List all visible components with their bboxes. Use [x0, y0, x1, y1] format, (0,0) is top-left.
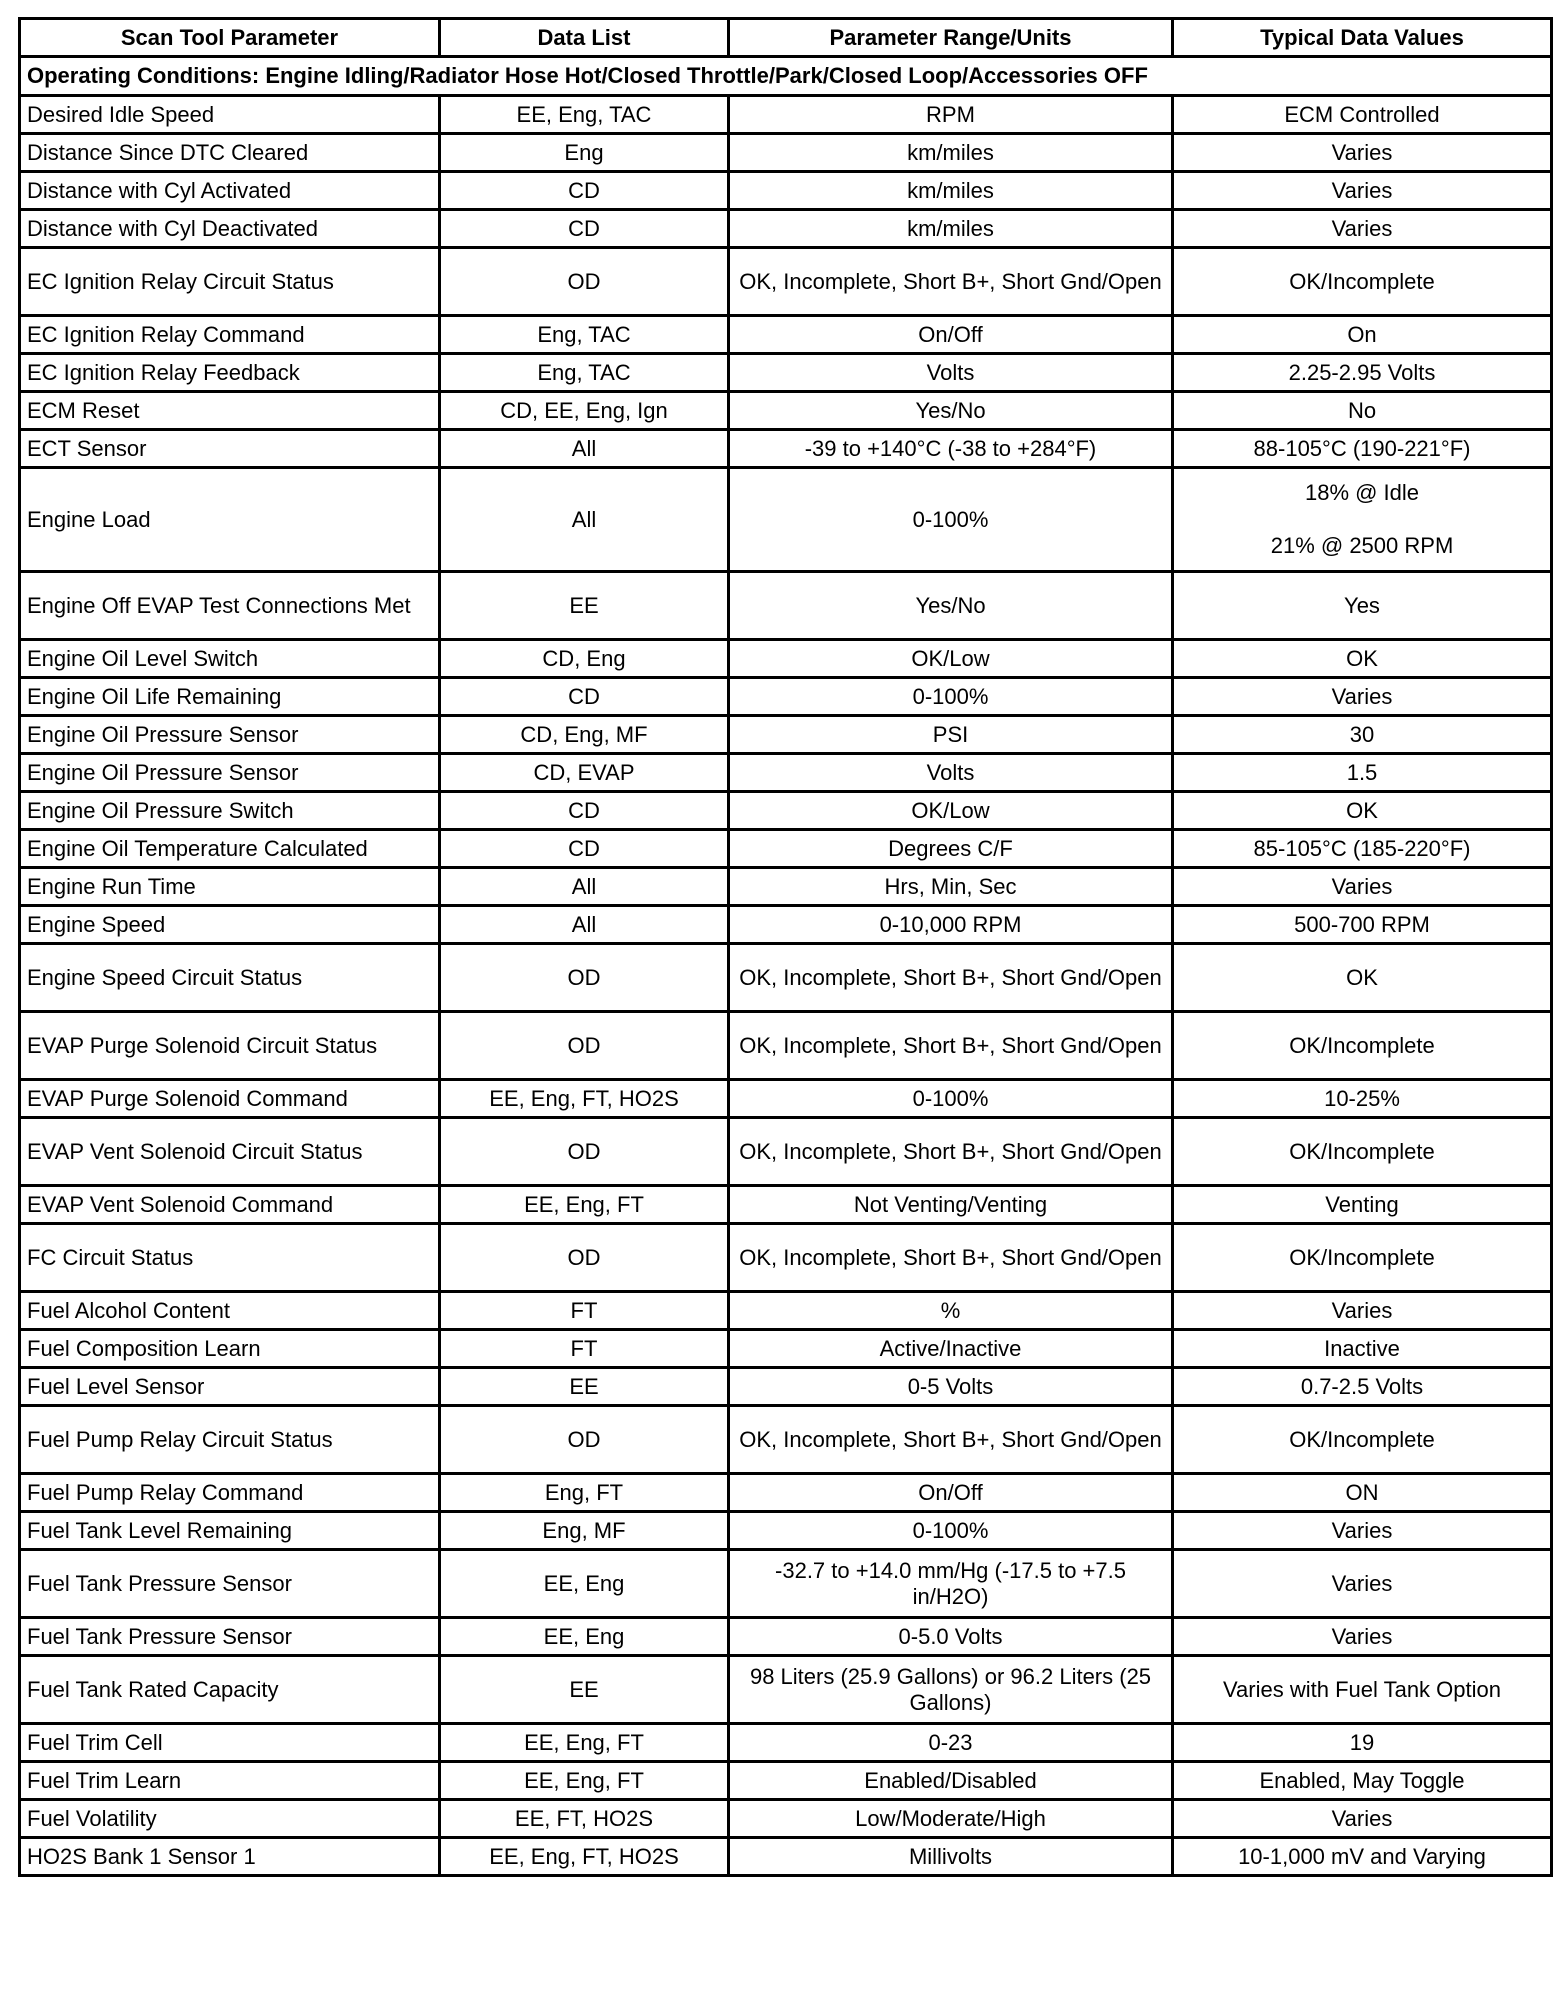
data-list-cell: EE, Eng	[440, 1618, 729, 1656]
data-list-cell: CD	[440, 678, 729, 716]
data-list-cell: EE, Eng, FT	[440, 1762, 729, 1800]
table-row	[20, 640, 1552, 678]
parameter-cell: Distance Since DTC Cleared	[20, 134, 440, 172]
data-list-cell: CD, Eng, MF	[440, 716, 729, 754]
table-row	[20, 572, 1552, 640]
parameter-cell: ECT Sensor	[20, 430, 440, 468]
parameter-cell: Engine Oil Temperature Calculated	[20, 830, 440, 868]
range-cell: 0-5.0 Volts	[729, 1618, 1173, 1656]
range-cell: OK, Incomplete, Short B+, Short Gnd/Open	[729, 1406, 1173, 1474]
table-row	[20, 134, 1552, 172]
range-cell: Active/Inactive	[729, 1330, 1173, 1368]
range-cell: km/miles	[729, 210, 1173, 248]
parameter-cell: EVAP Purge Solenoid Circuit Status	[20, 1012, 440, 1080]
table-row	[20, 354, 1552, 392]
parameter-cell: Desired Idle Speed	[20, 96, 440, 134]
header-scan-tool-parameter: Scan Tool Parameter	[20, 19, 440, 57]
table-row	[20, 792, 1552, 830]
data-list-cell: FT	[440, 1292, 729, 1330]
table-row	[20, 906, 1552, 944]
range-cell: 0-100%	[729, 468, 1173, 572]
scan-tool-data-table	[18, 17, 1553, 1877]
parameter-cell: Engine Oil Life Remaining	[20, 678, 440, 716]
typical-value-cell: 10-1,000 mV and Varying	[1173, 1838, 1552, 1876]
data-list-cell: EE, Eng, FT	[440, 1724, 729, 1762]
data-list-cell: EE, FT, HO2S	[440, 1800, 729, 1838]
table-row	[20, 1012, 1552, 1080]
table-row	[20, 830, 1552, 868]
range-cell: PSI	[729, 716, 1173, 754]
table-row	[20, 1724, 1552, 1762]
table-row	[20, 1186, 1552, 1224]
header-row	[20, 19, 1552, 57]
data-list-cell: Eng, TAC	[440, 354, 729, 392]
parameter-cell: Engine Oil Level Switch	[20, 640, 440, 678]
table-row	[20, 1474, 1552, 1512]
data-list-cell: OD	[440, 1012, 729, 1080]
typical-value-cell	[1173, 468, 1552, 572]
typical-value-cell: OK/Incomplete	[1173, 248, 1552, 316]
data-list-cell: OD	[440, 944, 729, 1012]
range-cell: OK, Incomplete, Short B+, Short Gnd/Open	[729, 248, 1173, 316]
typical-value-line: 21% @ 2500 RPM	[1270, 533, 1454, 558]
data-list-cell: OD	[440, 1224, 729, 1292]
typical-value-cell: OK	[1173, 640, 1552, 678]
data-list-cell: EE	[440, 572, 729, 640]
typical-value-cell: ON	[1173, 1474, 1552, 1512]
typical-value-cell: OK	[1173, 944, 1552, 1012]
typical-value-cell: Varies	[1173, 210, 1552, 248]
header-typical-values: Typical Data Values	[1173, 19, 1552, 57]
parameter-cell: ECM Reset	[20, 392, 440, 430]
table-row	[20, 1368, 1552, 1406]
parameter-cell: Fuel Composition Learn	[20, 1330, 440, 1368]
typical-value-cell: OK/Incomplete	[1173, 1224, 1552, 1292]
table-row	[20, 1762, 1552, 1800]
parameter-cell: Fuel Tank Level Remaining	[20, 1512, 440, 1550]
range-cell: Volts	[729, 754, 1173, 792]
table-row	[20, 1224, 1552, 1292]
range-cell: Millivolts	[729, 1838, 1173, 1876]
table-row	[20, 1618, 1552, 1656]
range-cell: 0-100%	[729, 1080, 1173, 1118]
parameter-cell: Engine Speed	[20, 906, 440, 944]
operating-conditions: Operating Conditions: Engine Idling/Radiator Hose Hot/Closed Throttle/Park/Closed Loop/Accessories OFF	[20, 57, 1552, 96]
parameter-cell: Engine Run Time	[20, 868, 440, 906]
table-row	[20, 1080, 1552, 1118]
table-row	[20, 1800, 1552, 1838]
data-list-cell: EE, Eng, FT, HO2S	[440, 1080, 729, 1118]
parameter-cell: EVAP Purge Solenoid Command	[20, 1080, 440, 1118]
data-list-cell: CD, EVAP	[440, 754, 729, 792]
range-cell: 0-23	[729, 1724, 1173, 1762]
parameter-cell: Distance with Cyl Activated	[20, 172, 440, 210]
parameter-cell: Fuel Alcohol Content	[20, 1292, 440, 1330]
parameter-cell: Fuel Tank Rated Capacity	[20, 1656, 440, 1724]
table-row	[20, 210, 1552, 248]
range-cell: Enabled/Disabled	[729, 1762, 1173, 1800]
data-list-cell: Eng, TAC	[440, 316, 729, 354]
typical-value-cell: Varies	[1173, 1550, 1552, 1618]
table-row	[20, 1838, 1552, 1876]
typical-value-cell: Varies	[1173, 868, 1552, 906]
typical-value-cell: Varies	[1173, 1512, 1552, 1550]
typical-value-cell: 10-25%	[1173, 1080, 1552, 1118]
operating-conditions-row	[20, 57, 1552, 96]
parameter-cell: Engine Speed Circuit Status	[20, 944, 440, 1012]
typical-value-cell: Varies	[1173, 1800, 1552, 1838]
parameter-cell: HO2S Bank 1 Sensor 1	[20, 1838, 440, 1876]
table-row	[20, 944, 1552, 1012]
data-list-cell: CD, EE, Eng, Ign	[440, 392, 729, 430]
typical-value-cell: Varies	[1173, 678, 1552, 716]
data-list-cell: OD	[440, 1118, 729, 1186]
range-cell: Low/Moderate/High	[729, 1800, 1173, 1838]
typical-value-cell: 1.5	[1173, 754, 1552, 792]
typical-value-cell: 85-105°C (185-220°F)	[1173, 830, 1552, 868]
data-list-cell: OD	[440, 1406, 729, 1474]
parameter-cell: Engine Load	[20, 468, 440, 572]
typical-value-cell: 30	[1173, 716, 1552, 754]
table-row	[20, 678, 1552, 716]
range-cell: 0-100%	[729, 1512, 1173, 1550]
data-list-cell: CD	[440, 210, 729, 248]
header-data-list: Data List	[440, 19, 729, 57]
table-row	[20, 1330, 1552, 1368]
range-cell: OK, Incomplete, Short B+, Short Gnd/Open	[729, 1224, 1173, 1292]
table-row	[20, 1512, 1552, 1550]
data-list-cell: EE	[440, 1656, 729, 1724]
parameter-cell: FC Circuit Status	[20, 1224, 440, 1292]
table-row	[20, 96, 1552, 134]
table-row	[20, 1406, 1552, 1474]
data-list-cell: CD	[440, 172, 729, 210]
typical-value-cell: Inactive	[1173, 1330, 1552, 1368]
table-row	[20, 392, 1552, 430]
parameter-cell: Engine Oil Pressure Sensor	[20, 754, 440, 792]
data-list-cell: OD	[440, 248, 729, 316]
typical-value-cell: Enabled, May Toggle	[1173, 1762, 1552, 1800]
range-cell: km/miles	[729, 172, 1173, 210]
table-row	[20, 316, 1552, 354]
range-cell: 0-5 Volts	[729, 1368, 1173, 1406]
header-parameter-range: Parameter Range/Units	[729, 19, 1173, 57]
range-cell: Hrs, Min, Sec	[729, 868, 1173, 906]
data-list-cell: Eng, FT	[440, 1474, 729, 1512]
typical-value-cell: OK/Incomplete	[1173, 1406, 1552, 1474]
data-list-cell: CD, Eng	[440, 640, 729, 678]
typical-value-cell: Varies with Fuel Tank Option	[1173, 1656, 1552, 1724]
parameter-cell: Engine Off EVAP Test Connections Met	[20, 572, 440, 640]
table-row	[20, 868, 1552, 906]
parameter-cell: EC Ignition Relay Command	[20, 316, 440, 354]
typical-value-cell: 0.7-2.5 Volts	[1173, 1368, 1552, 1406]
parameter-cell: Engine Oil Pressure Sensor	[20, 716, 440, 754]
table-row	[20, 1292, 1552, 1330]
typical-value-cell: 19	[1173, 1724, 1552, 1762]
parameter-cell: Fuel Tank Pressure Sensor	[20, 1618, 440, 1656]
table-row	[20, 1118, 1552, 1186]
range-cell: 0-100%	[729, 678, 1173, 716]
typical-value-cell: OK	[1173, 792, 1552, 830]
parameter-cell: EVAP Vent Solenoid Command	[20, 1186, 440, 1224]
parameter-cell: Fuel Pump Relay Circuit Status	[20, 1406, 440, 1474]
table-row	[20, 1656, 1552, 1724]
typical-value-cell: 88-105°C (190-221°F)	[1173, 430, 1552, 468]
range-cell: 0-10,000 RPM	[729, 906, 1173, 944]
table-row	[20, 754, 1552, 792]
typical-value-cell: Varies	[1173, 1292, 1552, 1330]
data-list-cell: EE, Eng, FT, HO2S	[440, 1838, 729, 1876]
parameter-cell: Engine Oil Pressure Switch	[20, 792, 440, 830]
typical-value-cell: Varies	[1173, 172, 1552, 210]
parameter-cell: Fuel Tank Pressure Sensor	[20, 1550, 440, 1618]
data-list-cell: FT	[440, 1330, 729, 1368]
range-cell: 98 Liters (25.9 Gallons) or 96.2 Liters (25 Gallons)	[729, 1656, 1173, 1724]
data-list-cell: EE, Eng, TAC	[440, 96, 729, 134]
parameter-cell: EVAP Vent Solenoid Circuit Status	[20, 1118, 440, 1186]
range-cell: OK/Low	[729, 640, 1173, 678]
parameter-cell: EC Ignition Relay Feedback	[20, 354, 440, 392]
data-list-cell: All	[440, 430, 729, 468]
data-list-cell: CD	[440, 830, 729, 868]
parameter-cell: Fuel Volatility	[20, 1800, 440, 1838]
range-cell: Volts	[729, 354, 1173, 392]
typical-value-cell: 2.25-2.95 Volts	[1173, 354, 1552, 392]
typical-value-cell: Varies	[1173, 1618, 1552, 1656]
typical-value-cell: Varies	[1173, 134, 1552, 172]
table-row	[20, 172, 1552, 210]
range-cell: OK, Incomplete, Short B+, Short Gnd/Open	[729, 1012, 1173, 1080]
typical-value-cell: ECM Controlled	[1173, 96, 1552, 134]
range-cell: Yes/No	[729, 572, 1173, 640]
range-cell: On/Off	[729, 1474, 1173, 1512]
typical-value-cell: OK/Incomplete	[1173, 1012, 1552, 1080]
range-cell: Degrees C/F	[729, 830, 1173, 868]
data-list-cell: Eng	[440, 134, 729, 172]
range-cell: -39 to +140°C (-38 to +284°F)	[729, 430, 1173, 468]
typical-value-cell: 500-700 RPM	[1173, 906, 1552, 944]
data-list-cell: CD	[440, 792, 729, 830]
table-row	[20, 716, 1552, 754]
range-cell: -32.7 to +14.0 mm/Hg (-17.5 to +7.5 in/H2O)	[729, 1550, 1173, 1618]
typical-value-line: 18% @ Idle	[1304, 480, 1420, 505]
parameter-cell: Distance with Cyl Deactivated	[20, 210, 440, 248]
table-row	[20, 1550, 1552, 1618]
parameter-cell: Fuel Pump Relay Command	[20, 1474, 440, 1512]
data-list-cell: EE, Eng, FT	[440, 1186, 729, 1224]
table-row	[20, 468, 1552, 572]
range-cell: RPM	[729, 96, 1173, 134]
data-list-cell: All	[440, 906, 729, 944]
data-list-cell: All	[440, 868, 729, 906]
typical-value-cell: On	[1173, 316, 1552, 354]
table-row	[20, 430, 1552, 468]
range-cell: Not Venting/Venting	[729, 1186, 1173, 1224]
data-list-cell: EE	[440, 1368, 729, 1406]
parameter-cell: EC Ignition Relay Circuit Status	[20, 248, 440, 316]
typical-value-cell: Yes	[1173, 572, 1552, 640]
data-list-cell: All	[440, 468, 729, 572]
range-cell: OK, Incomplete, Short B+, Short Gnd/Open	[729, 1118, 1173, 1186]
range-cell: OK/Low	[729, 792, 1173, 830]
range-cell: Yes/No	[729, 392, 1173, 430]
range-cell: %	[729, 1292, 1173, 1330]
table-row	[20, 248, 1552, 316]
range-cell: km/miles	[729, 134, 1173, 172]
range-cell: OK, Incomplete, Short B+, Short Gnd/Open	[729, 944, 1173, 1012]
range-cell: On/Off	[729, 316, 1173, 354]
parameter-cell: Fuel Trim Learn	[20, 1762, 440, 1800]
typical-value-cell: OK/Incomplete	[1173, 1118, 1552, 1186]
data-list-cell: EE, Eng	[440, 1550, 729, 1618]
parameter-cell: Fuel Level Sensor	[20, 1368, 440, 1406]
parameter-cell: Fuel Trim Cell	[20, 1724, 440, 1762]
typical-value-cell: No	[1173, 392, 1552, 430]
data-list-cell: Eng, MF	[440, 1512, 729, 1550]
typical-value-cell: Venting	[1173, 1186, 1552, 1224]
